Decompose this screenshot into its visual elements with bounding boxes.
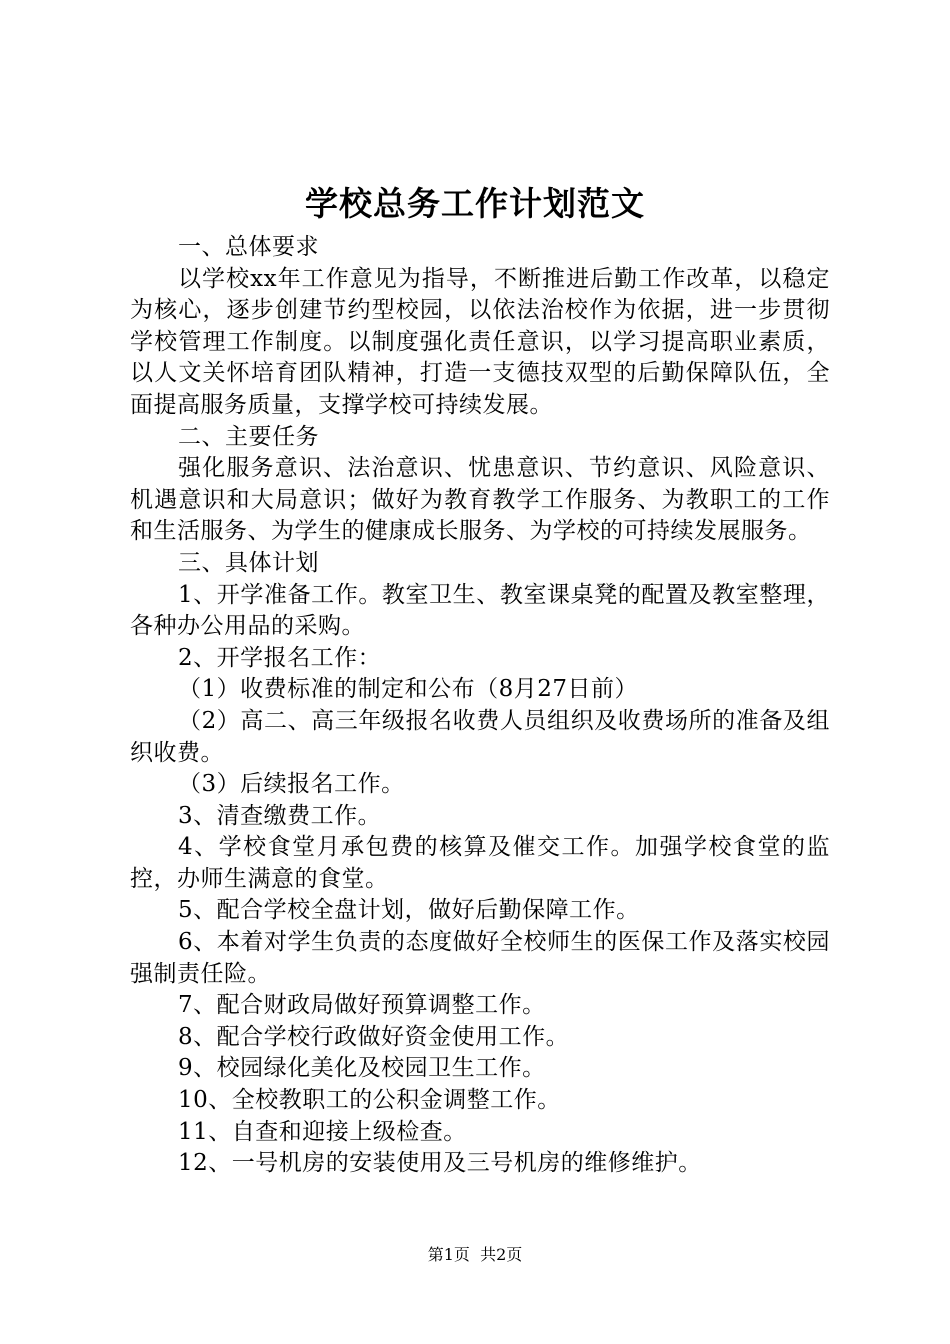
section-heading-overall-requirements: 一、总体要求	[178, 234, 319, 260]
plan-item-10: 10、全校教职工的公积金调整工作。	[178, 1087, 561, 1114]
document-title: 学校总务工作计划范文	[305, 184, 645, 223]
plan-item-1: 1、开学准备工作。教室卫生、教室课桌凳的配置及教室整理，各种办公用品的采购。	[130, 581, 830, 640]
plan-item-3: 3、清查缴费工作。	[178, 802, 382, 829]
plan-item-4: 4、学校食堂月承包费的核算及催交工作。加强学校食堂的监控，办师生满意的食堂。	[130, 834, 830, 892]
plan-item-5: 5、配合学校全盘计划，做好后勤保障工作。	[178, 897, 640, 924]
document-body	[130, 232, 830, 1180]
plan-item-8: 8、配合学校行政做好资金使用工作。	[178, 1023, 570, 1050]
plan-subitem-2-3: （3）后续报名工作。	[178, 771, 405, 798]
plan-item-7: 7、配合财政局做好预算调整工作。	[178, 992, 546, 1019]
section-heading-specific-plan: 三、具体计划	[178, 549, 319, 576]
section-heading-main-tasks: 二、主要任务	[178, 423, 319, 450]
plan-item-12: 12、一号机房的安装使用及三号机房的维修维护。	[178, 1150, 702, 1177]
paragraph-main-tasks: 强化服务意识、法治意识、忧患意识、节约意识、风险意识、机遇意识和大局意识；做好为教育教学工作服务、为教职工的工作和生活服务、为学生的健康成长服务、为学校的可持续发展服务。	[130, 455, 830, 545]
page-footer	[0, 1244, 950, 1266]
paragraph-overall-requirements: 以学校xx年工作意见为指导，不断推进后勤工作改革，以稳定为核心，逐步创建节约型校园，以依法治校作为依据，进一步贯彻学校管理工作制度。以制度强化责任意识，以学习提高职业素质，以人文关怀培育团队精神，打造一支德技双型的后勤保障队伍，全面提高服务质量，支撑学校可持续发展。	[130, 265, 830, 418]
plan-subitem-2-1: （1）收费标准的制定和公布（8月27日前）	[178, 676, 639, 703]
page-number: 第1页 共2页	[427, 1245, 523, 1264]
plan-item-9: 9、校园绿化美化及校园卫生工作。	[178, 1055, 546, 1082]
plan-item-2: 2、开学报名工作：	[178, 644, 382, 671]
plan-subitem-2-2: （2）高二、高三年级报名收费人员组织及收费场所的准备及组织收费。	[130, 707, 830, 766]
plan-item-11: 11、自查和迎接上级检查。	[178, 1118, 467, 1145]
plan-item-6: 6、本着对学生负责的态度做好全校师生的医保工作及落实校园强制责任险。	[130, 929, 830, 987]
